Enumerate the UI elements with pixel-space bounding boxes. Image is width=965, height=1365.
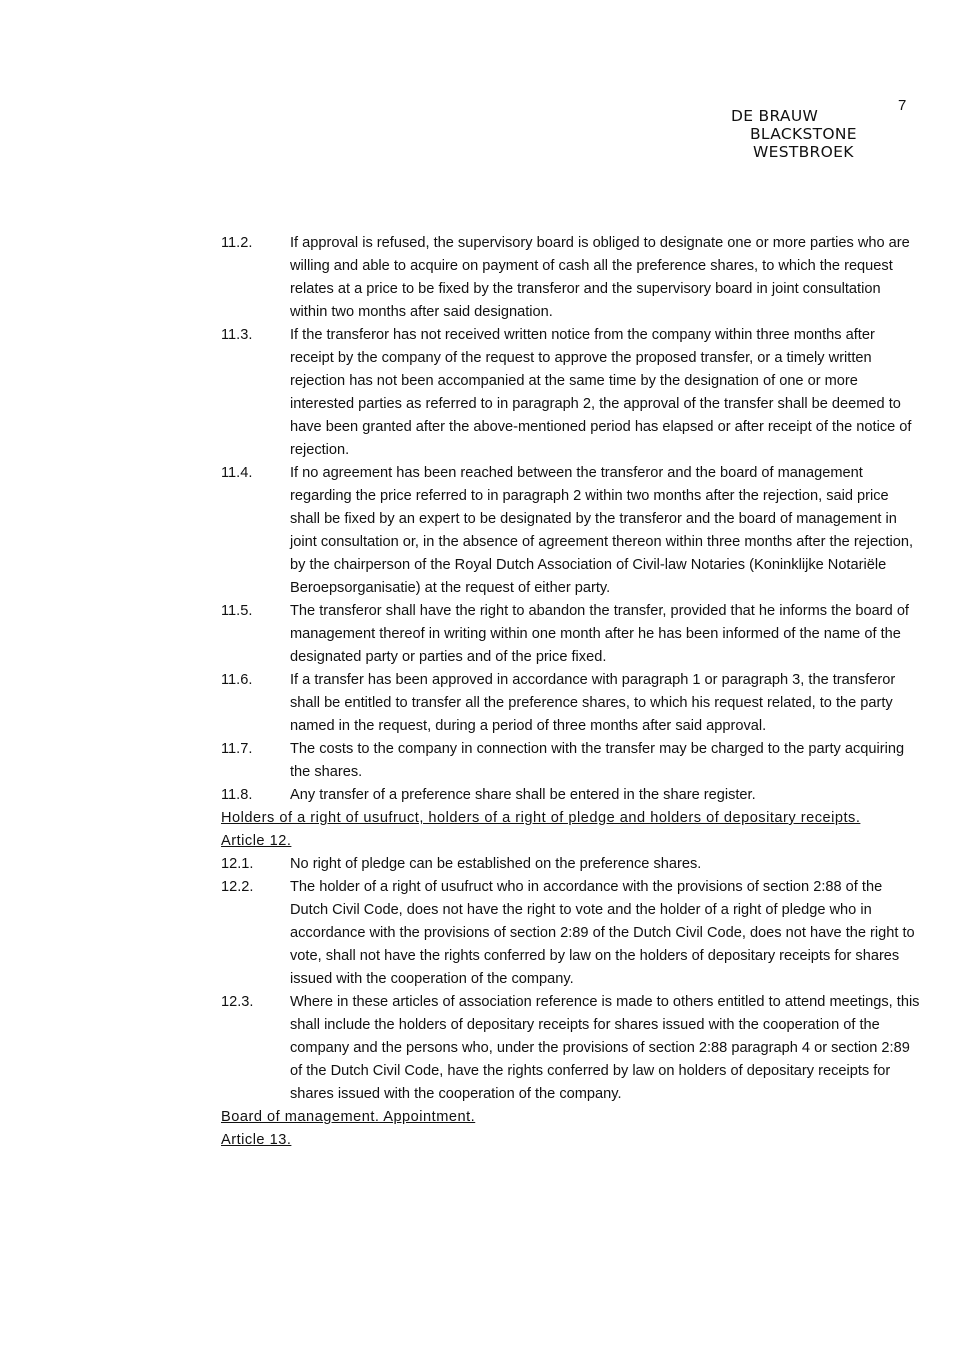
page-number: 7	[898, 97, 907, 114]
clause-11-5	[221, 600, 921, 669]
clause-text: If approval is refused, the supervisory board is obliged to designate one or more parties who are willing and able to acquire on payment of cash all the preference shares, to which the request relates at a price to be fixed by the transferor and the supervisory board in joint consultation within two months after said designation.	[290, 235, 910, 320]
clause-11-8	[221, 784, 921, 807]
clause-text: Any transfer of a preference share shall be entered in the share register.	[290, 787, 756, 803]
clause-11-4	[221, 462, 921, 600]
clause-number: 11.6.	[221, 672, 253, 688]
clause-11-6	[221, 669, 921, 738]
clause-number: 11.7.	[221, 741, 253, 757]
section-heading-board-of-management: Board of management. Appointment.	[221, 1109, 476, 1125]
clause-text: If a transfer has been approved in accordance with paragraph 1 or paragraph 3, the transferor shall be entitled to transfer all the preference shares, to which his request related, to the party named in the request, during a period of three months after said approval.	[290, 672, 896, 734]
clause-11-3	[221, 324, 921, 462]
section-heading-depositary-receipts: Holders of a right of usufruct, holders of a right of pledge and holders of depositary receipts.	[221, 810, 861, 826]
clause-number: 12.3.	[221, 994, 254, 1010]
clause-number: 11.4.	[221, 465, 253, 481]
clause-number: 11.8.	[221, 787, 253, 803]
logo-line-1: DE BRAUW	[731, 107, 819, 125]
clause-12-3	[221, 991, 921, 1106]
clause-number: 11.2.	[221, 235, 253, 251]
clause-text: If no agreement has been reached between the transferor and the board of management regarding the price referred to in paragraph 2 within two months after the rejection, said price shall be fixed by an expert to be designated by the transferor and the board of management in joint consultation or, in the absence of agreement thereon within three months after the rejection, by the chairperson of the Royal Dutch Association of Civil-law Notaries (Koninklijke Notariële Beroepsorganisatie) at the request of either party.	[290, 465, 914, 596]
clause-number: 11.3.	[221, 327, 253, 343]
clause-text: The costs to the company in connection with the transfer may be charged to the party acquiring the shares.	[290, 741, 905, 780]
clause-11-2	[221, 232, 921, 324]
clause-number: 11.5.	[221, 603, 253, 619]
logo-line-2: BLACKSTONE	[750, 125, 857, 143]
clause-text: If the transferor has not received written notice from the company within three months after receipt by the company of the request to approve the proposed transfer, or a timely written rejection has not been accompanied at the same time by the designation of one or more interested parties as referred to in paragraph 2, the approval of the transfer shall be deemed to have been granted after the above-mentioned period has elapsed or after receipt of the notice of rejection.	[290, 327, 912, 458]
clause-text: Where in these articles of association reference is made to others entitled to attend meetings, this shall include the holders of depositary receipts for shares issued with the cooperation of the company and the persons who, under the provisions of section 2:88 paragraph 4 or section 2:89 of the Dutch Civil Code, have the rights conferred by law on holders of depositary receipts for shares issued with the cooperation of the company.	[290, 994, 920, 1102]
clause-number: 12.2.	[221, 879, 254, 895]
clause-text: No right of pledge can be established on the preference shares.	[290, 856, 702, 872]
logo-line-3: WESTBROEK	[753, 143, 854, 161]
clause-12-2	[221, 876, 921, 991]
clause-12-1	[221, 853, 921, 876]
article-12-title: Article 12.	[221, 833, 292, 849]
article-13-title: Article 13.	[221, 1132, 292, 1148]
clause-text: The holder of a right of usufruct who in accordance with the provisions of section 2:88 of the Dutch Civil Code, does not have the right to vote and the holder of a right of pledge who in accordance with the provisions of section 2:89 of the Dutch Civil Code, does not have the right to vote, shall not have the rights conferred by law on the holders of depositary receipts for shares issued with the cooperation of the company.	[290, 879, 915, 987]
document-body	[221, 232, 921, 1152]
clause-text: The transferor shall have the right to abandon the transfer, provided that he informs the board of management thereof in writing within one month after he has been informed of the name of the designated party or parties and of the price fixed.	[290, 603, 909, 665]
clause-11-7	[221, 738, 921, 784]
firm-logo	[731, 107, 857, 161]
clause-number: 12.1.	[221, 856, 254, 872]
